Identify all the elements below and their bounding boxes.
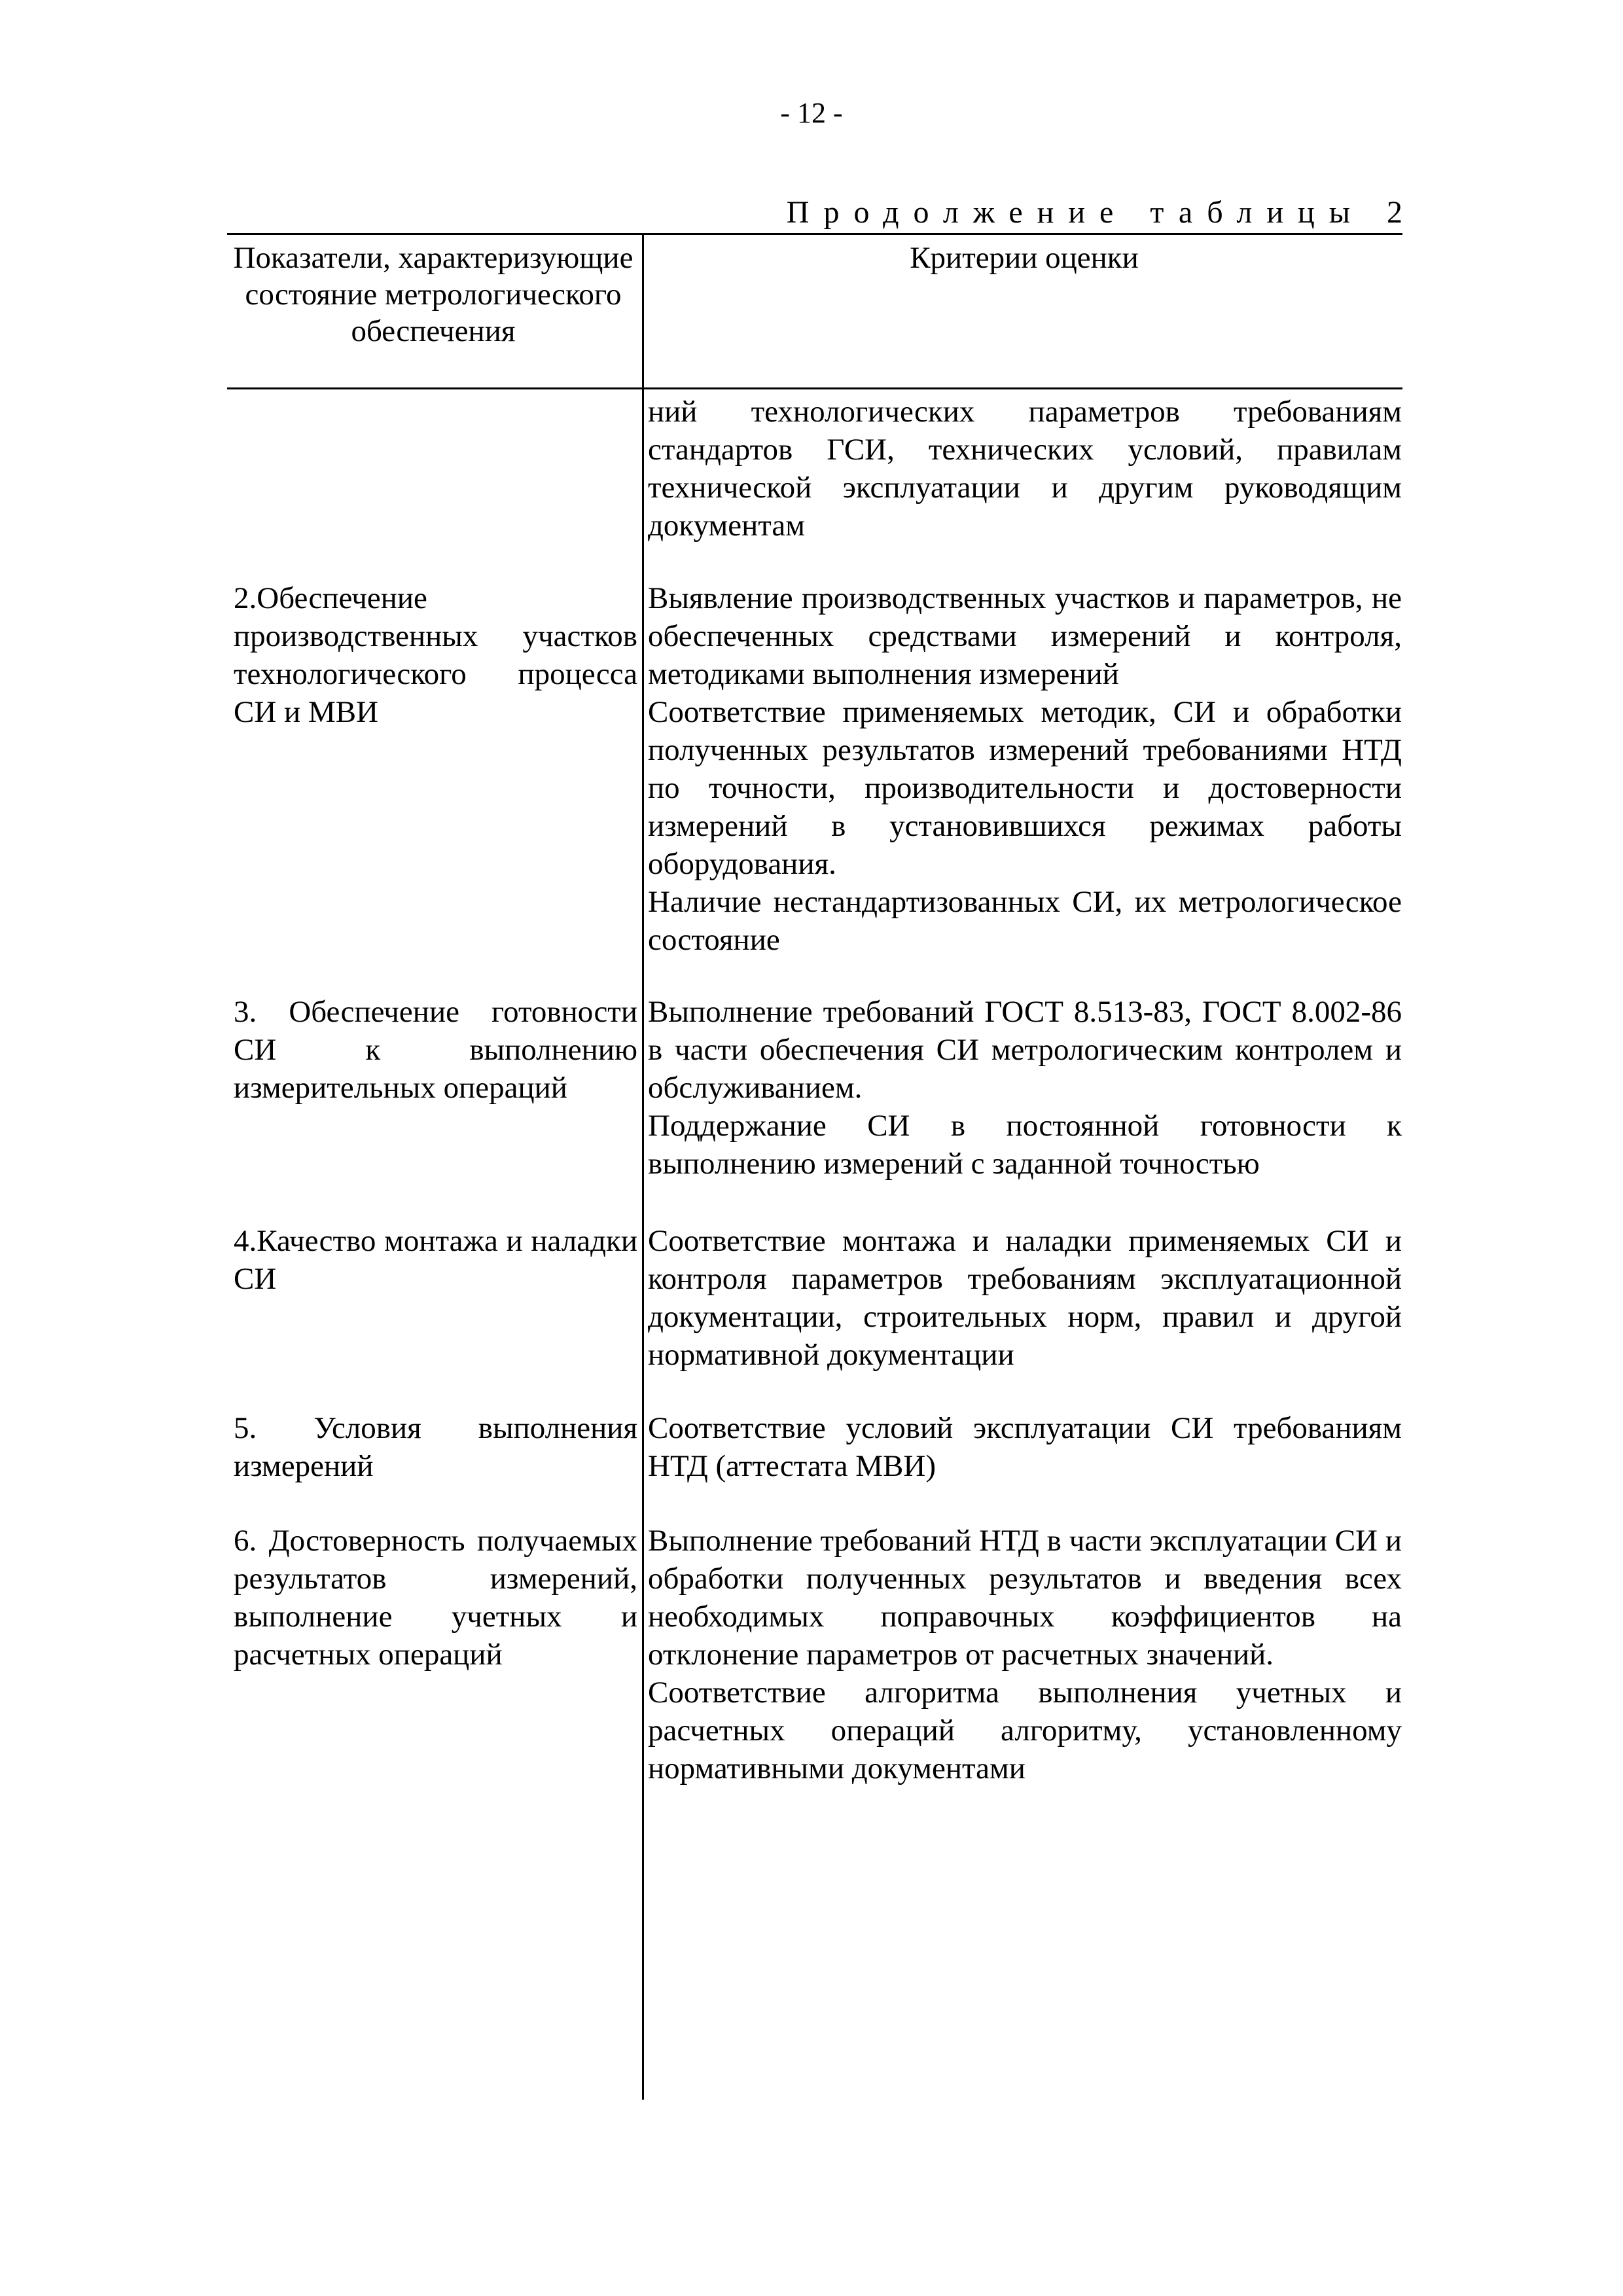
criteria-paragraph: Выполнение требований НТД в части эксплуатации СИ и обработки полученных результатов и введения всех необходимых поправочных коэффициентов на отклонение параметров от расчетных значений. [648, 1524, 1402, 1672]
criteria-paragraph: Соответствие монтажа и наладки применяемых СИ и контроля параметров требованиям эксплуатационной документации, строительных норм, правил и другой нормативной документации [648, 1224, 1402, 1372]
criteria-cell [648, 1222, 1402, 1374]
indicator-cell: 3. Обеспечение готовности СИ к выполнению измерительных операций [234, 995, 637, 1105]
criteria-cell [648, 1409, 1402, 1485]
criteria-cell [648, 1522, 1402, 1787]
criteria-cell [648, 993, 1402, 1183]
criteria-paragraph: Выявление производственных участков и параметров, не обеспеченных средствами измерений и контроля, методиками выполнения измерений [648, 581, 1402, 691]
column-header-criteria: Критерии оценки [910, 241, 1139, 275]
column-header-indicators: Показатели, характеризующие состояние метрологического обеспечения [233, 241, 633, 348]
criteria-paragraph: Соответствие алгоритма выполнения учетных и расчетных операций алгоритму, установленному нормативными документами [648, 1676, 1402, 1785]
criteria-paragraph: Наличие нестандартизованных СИ, их метрологическое состояние [648, 885, 1402, 957]
indicator-cell: 5. Условия выполнения измерений [234, 1411, 637, 1483]
criteria-paragraph: Поддержание СИ в постоянной готовности к выполнению измерений с заданной точностью [648, 1109, 1402, 1181]
indicator-cell: 4.Качество монтажа и наладки СИ [234, 1224, 637, 1296]
indicator-cell: 6. Достоверность получаемых результатов измерений, выполнение учетных и расчетных операций [234, 1524, 637, 1672]
criteria-paragraph: ний технологических параметров требованиям стандартов ГСИ, технических условий, правилам технической эксплуатации и другим руководящим документам [648, 395, 1402, 543]
criteria-paragraph: Соответствие применяемых методик, СИ и обработки полученных результатов измерений требованиями НТД по точности, производительности и достоверности измерений в установившихся режимах работы оборудования. [648, 695, 1402, 881]
page-number: - 12 - [780, 97, 843, 129]
table-top-rule [227, 233, 1402, 235]
indicator-cell: 2.Обеспечение производственных участков технологического процесса СИ и МВИ [234, 581, 637, 729]
table-column-divider [642, 233, 644, 2100]
criteria-paragraph: Выполнение требований ГОСТ 8.513-83, ГОСТ 8.002-86 в части обеспечения СИ метрологическим контролем и обслуживанием. [648, 995, 1402, 1105]
table-continuation-caption: Продолжение таблицы 2 [786, 195, 1417, 230]
criteria-cell [648, 579, 1402, 959]
criteria-cell [648, 393, 1402, 545]
criteria-paragraph: Соответствие условий эксплуатации СИ требованиям НТД (аттестата МВИ) [648, 1411, 1402, 1483]
table-header-rule [227, 387, 1402, 389]
